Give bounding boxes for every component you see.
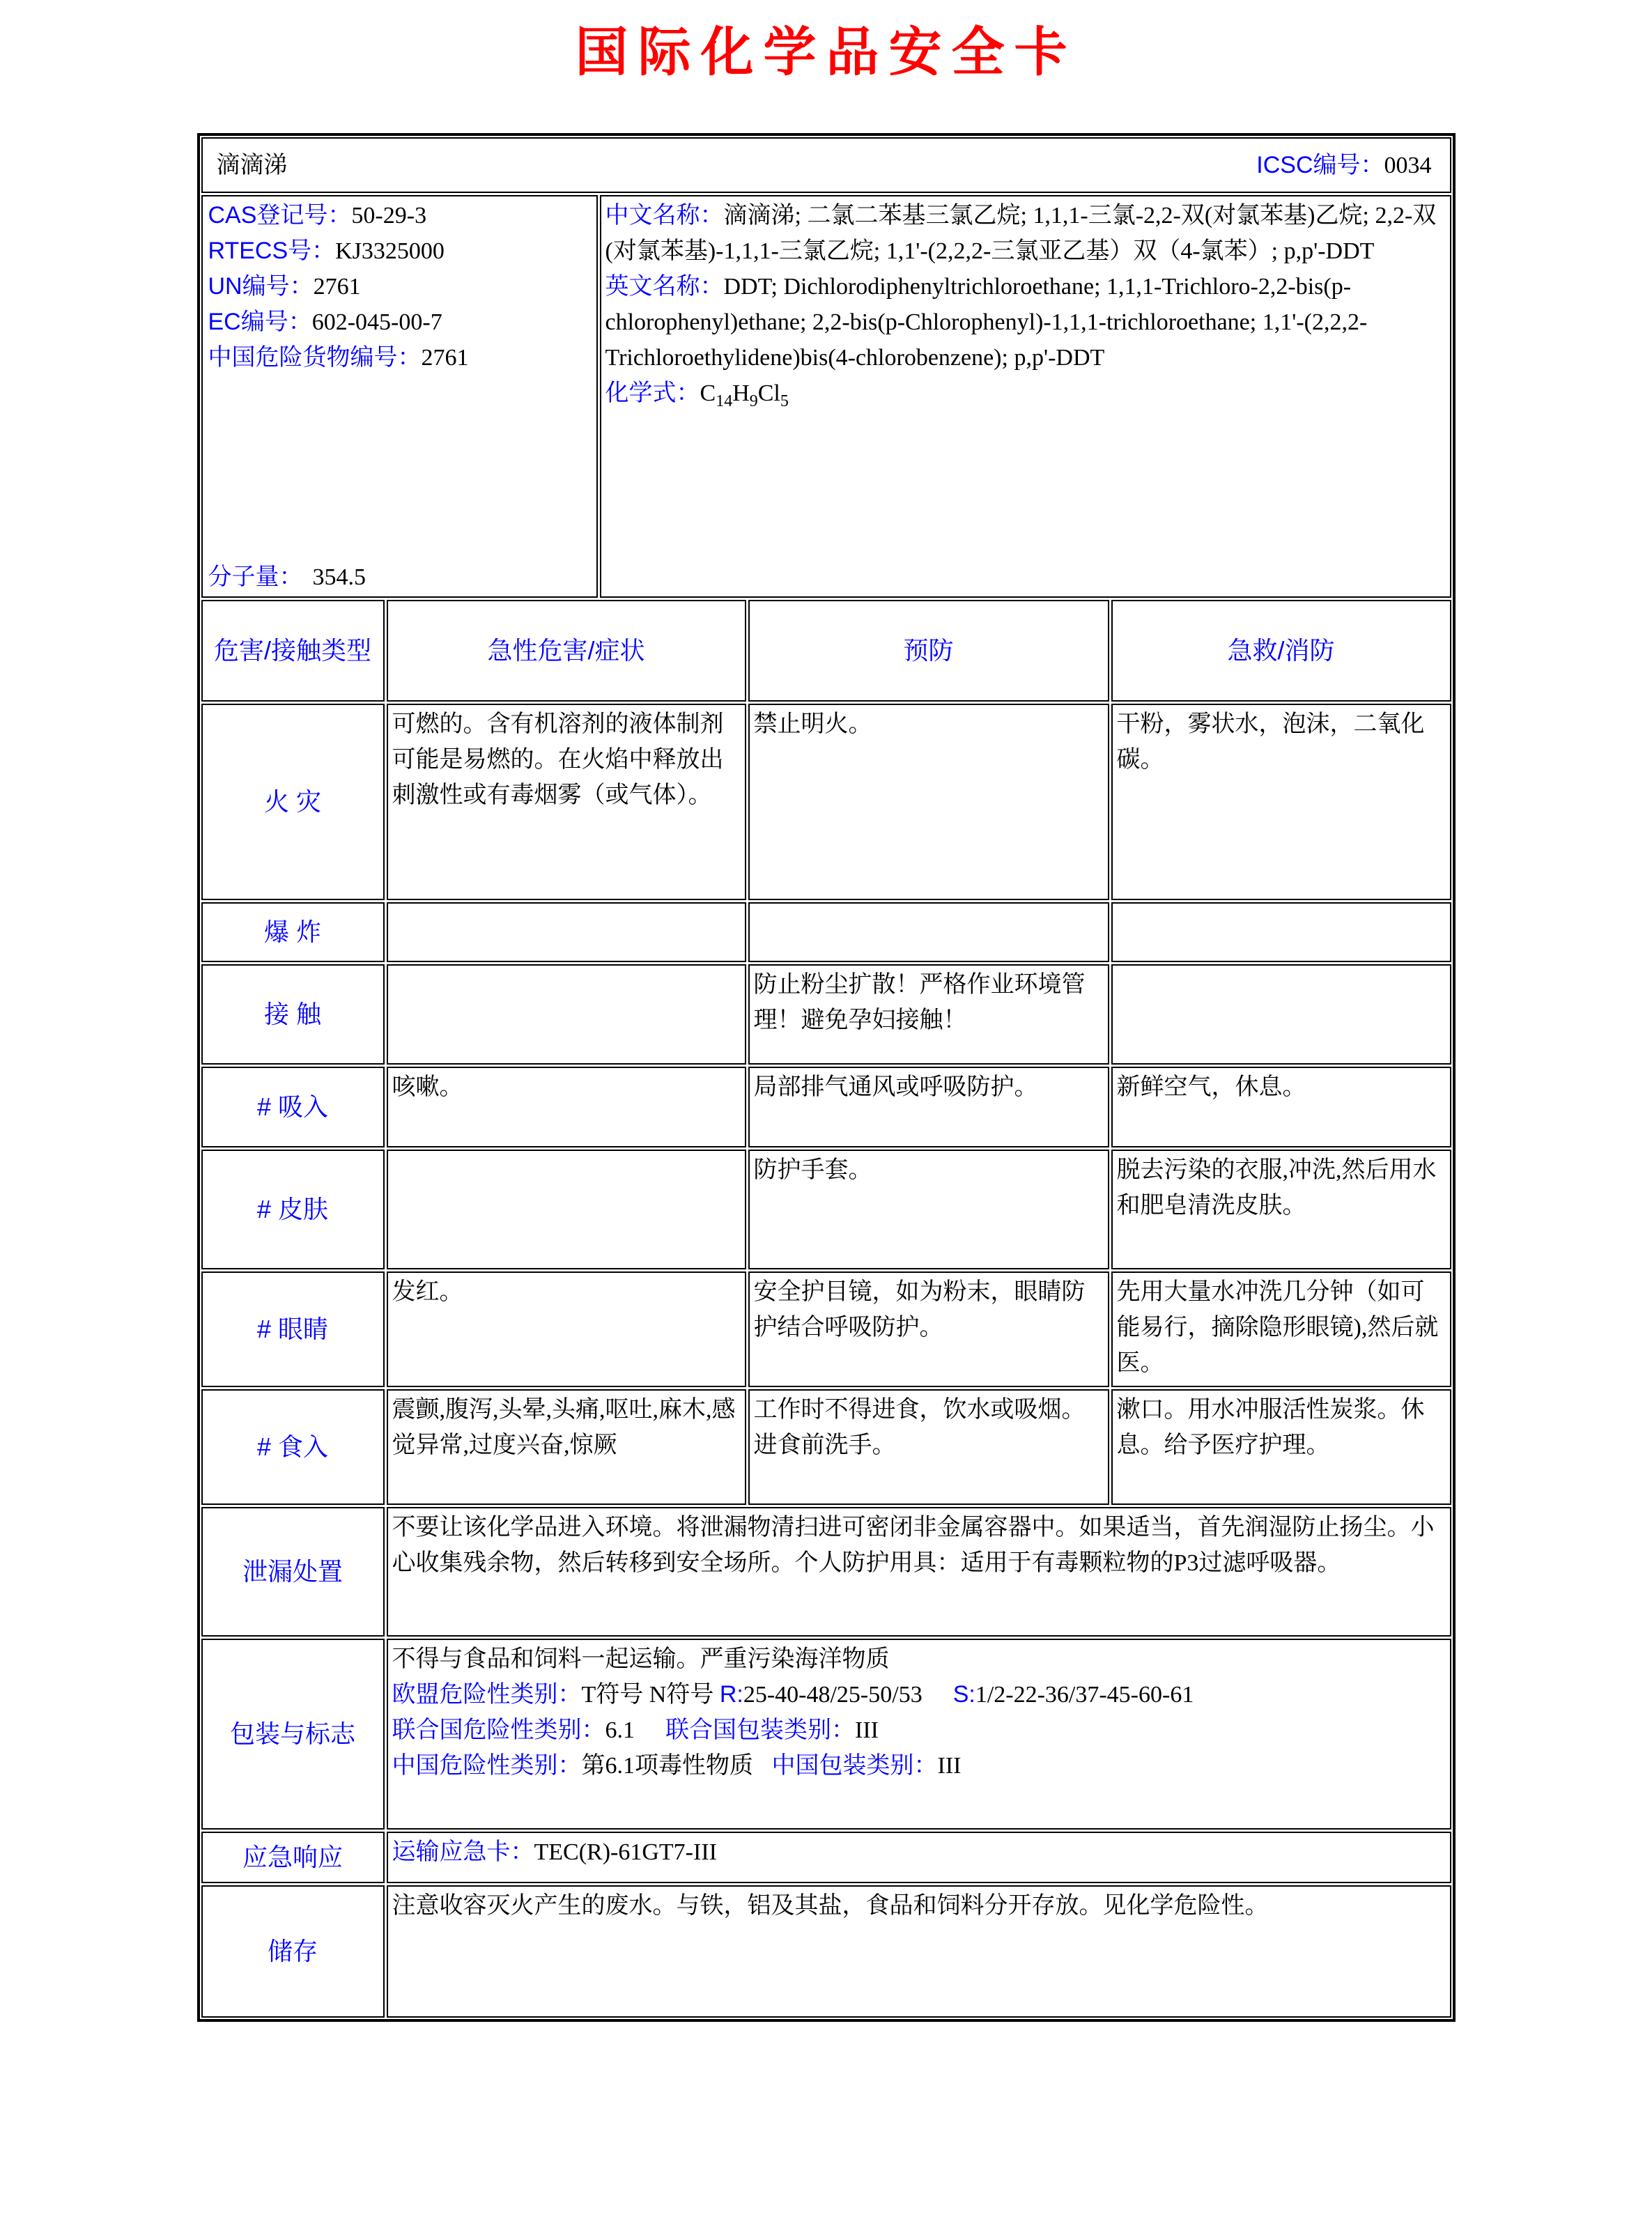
formula-c-sub: 14 <box>716 392 733 410</box>
row-label-explosion: 爆 炸 <box>201 902 385 962</box>
english-name-label: 英文名称： <box>605 273 724 300</box>
cn-hazard-class-label: 中国危险性类别： <box>392 1752 582 1779</box>
cn-dg-value: 2761 <box>421 345 469 371</box>
s-phrases-value: 1/2-22-36/37-45-60-61 <box>975 1682 1194 1708</box>
exposure-symptoms <box>387 964 746 1065</box>
english-name-block <box>605 269 1446 376</box>
un-hazard-class-value: 6.1 <box>605 1717 635 1743</box>
un-pack-group-value: III <box>855 1717 879 1743</box>
substance-header-row <box>201 137 1451 193</box>
row-label-inhalation: # 吸入 <box>201 1067 385 1147</box>
cn-pack-group-label: 中国包装类别： <box>771 1752 938 1779</box>
english-name-value: DDT; Dichlorodiphenyltrichloroethane; 1,1,1-Trichloro-2,2-bis(p-chlorophenyl)ethane; 2,2-bis(p-Chlorophenyl)-1,1,1-trichloroethane; 1,1'-(2,2,2-Trichloroethylidene)bis(4-chlorobenzene); p,p'-DDT <box>605 274 1368 371</box>
icsc-number-label: ICSC编号： <box>1256 151 1384 178</box>
eyes-response: 先用大量水冲洗几分钟（如可能易行，摘除隐形眼镜),然后就医。 <box>1111 1271 1451 1387</box>
header-acute-hazards: 急性危害/症状 <box>387 600 746 702</box>
icsc-grid <box>201 137 1451 2018</box>
rtecs-label: RTECS号： <box>208 238 336 264</box>
inhalation-prevention: 局部排气通风或呼吸防护。 <box>748 1067 1109 1147</box>
row-label-ingestion: # 食入 <box>201 1389 385 1505</box>
row-label-storage: 储存 <box>201 1885 385 2018</box>
chinese-name-label: 中文名称： <box>605 202 724 229</box>
eu-class-value: T符号 N符号 <box>581 1682 720 1708</box>
row-label-exposure: 接 触 <box>201 964 385 1065</box>
identifiers-cell <box>201 195 598 598</box>
header-hazard-type: 危害/接触类型 <box>201 600 385 702</box>
un-pack-group-label: 联合国包装类别： <box>665 1717 855 1743</box>
identifier-line-ec <box>208 304 592 340</box>
cn-hazard-class-value: 第6.1项毒性物质 <box>581 1753 759 1779</box>
r-phrases-label: R: <box>719 1681 743 1708</box>
icsc-number-group <box>1256 148 1431 183</box>
exposure-prevention: 防止粉尘扩散！严格作业环境管理！避免孕妇接触！ <box>748 964 1109 1065</box>
formula-value <box>700 380 789 410</box>
inhalation-response: 新鲜空气，休息。 <box>1111 1067 1451 1147</box>
eu-class-label: 欧盟危险性类别： <box>392 1681 582 1708</box>
packaging-line-cn <box>392 1748 1446 1784</box>
ec-value: 602-045-00-7 <box>311 309 442 335</box>
rtecs-value: KJ3325000 <box>335 238 445 264</box>
ingestion-response: 漱口。用水冲服活性炭浆。休息。给予医疗护理。 <box>1111 1389 1451 1505</box>
formula-h-sub: 9 <box>749 392 758 410</box>
skin-prevention: 防护手套。 <box>748 1150 1109 1269</box>
identifier-line-cn-dg <box>208 340 592 376</box>
row-label-eyes: # 眼睛 <box>201 1271 385 1387</box>
explosion-prevention <box>748 902 1109 962</box>
exposure-response <box>1111 964 1451 1065</box>
row-label-packaging: 包装与标志 <box>201 1639 385 1830</box>
formula-h: H <box>732 380 750 406</box>
identifier-line-rtecs <box>208 233 592 269</box>
packaging-line-eu <box>392 1677 1446 1712</box>
fire-symptoms: 可燃的。含有机溶剂的液体制剂可能是易燃的。在火焰中释放出刺激性或有毒烟雾（或气体）。 <box>387 704 746 900</box>
chinese-name-block <box>605 198 1446 269</box>
un-label: UN编号： <box>208 273 314 300</box>
packaging-line-transport: 不得与食品和饲料一起运输。严重污染海洋物质 <box>392 1646 890 1672</box>
names-cell <box>600 195 1451 598</box>
cas-label: CAS登记号： <box>208 202 352 229</box>
spill-text: 不要让该化学品进入环境。将泄漏物清扫进可密闭非金属容器中。如果适当，首先润湿防止扬尘。小心收集残余物，然后转移到安全场所。个人防护用具：适用于有毒颗粒物的P3过滤呼吸器。 <box>387 1507 1451 1637</box>
storage-text: 注意收容灭火产生的废水。与铁，铝及其盐，食品和饲料分开存放。见化学危险性。 <box>387 1885 1451 2018</box>
ingestion-prevention: 工作时不得进食，饮水或吸烟。进食前洗手。 <box>748 1389 1109 1505</box>
molecular-weight-line <box>208 559 592 595</box>
cn-pack-group-value: III <box>937 1753 962 1779</box>
transport-card-value: TEC(R)-61GT7-III <box>534 1839 717 1865</box>
ingestion-symptoms: 震颤,腹泻,头晕,头痛,呕吐,麻木,感觉异常,过度兴奋,惊厥 <box>387 1389 746 1505</box>
cas-value: 50-29-3 <box>351 203 427 229</box>
identifier-line-cas <box>208 198 592 233</box>
header-prevention: 预防 <box>748 600 1109 702</box>
emergency-cell <box>387 1832 1451 1883</box>
identifier-line-un <box>208 269 592 304</box>
molecular-weight-label: 分子量： <box>208 564 303 590</box>
r-phrases-value: 25-40-48/25-50/53 <box>743 1682 923 1708</box>
formula-label: 化学式： <box>605 380 700 406</box>
formula-cl-sub: 5 <box>780 392 789 410</box>
icsc-card <box>197 133 1456 2022</box>
explosion-response <box>1111 902 1451 962</box>
explosion-symptoms <box>387 902 746 962</box>
chinese-name-value: 滴滴涕; 二氯二苯基三氯乙烷; 1,1,1-三氯-2,2-双(对氯苯基)乙烷; 2,2-双(对氯苯基)-1,1,1-三氯乙烷; 1,1'-(2,2,2-三氯亚乙基）双（4-氯苯）; p,p'-DDT <box>605 203 1437 264</box>
formula-block <box>605 376 1446 414</box>
packaging-cell <box>387 1639 1451 1830</box>
molecular-weight-value: 354.5 <box>312 564 366 590</box>
eyes-symptoms: 发红。 <box>387 1271 746 1387</box>
un-hazard-class-label: 联合国危险性类别： <box>392 1717 605 1743</box>
formula-c: C <box>700 380 716 406</box>
fire-response: 干粉，雾状水，泡沫，二氧化碳。 <box>1111 704 1451 900</box>
inhalation-symptoms: 咳嗽。 <box>387 1067 746 1147</box>
formula-cl: Cl <box>757 380 780 406</box>
un-value: 2761 <box>313 274 361 300</box>
cn-dg-label: 中国危险货物编号： <box>208 344 422 371</box>
eyes-prevention: 安全护目镜，如为粉末，眼睛防护结合呼吸防护。 <box>748 1271 1109 1387</box>
row-label-skin: # 皮肤 <box>201 1150 385 1269</box>
icsc-number-value: 0034 <box>1384 152 1432 178</box>
s-phrases-label: S: <box>952 1681 975 1708</box>
skin-response: 脱去污染的衣服,冲洗,然后用水和肥皂清洗皮肤。 <box>1111 1150 1451 1269</box>
row-label-emergency: 应急响应 <box>201 1832 385 1883</box>
header-first-aid: 急救/消防 <box>1111 600 1451 702</box>
fire-prevention: 禁止明火。 <box>748 704 1109 900</box>
ec-label: EC编号： <box>208 309 312 335</box>
transport-card-label: 运输应急卡： <box>392 1839 534 1865</box>
row-label-fire: 火 灾 <box>201 704 385 900</box>
page-title: 国际化学品安全卡 <box>575 23 1077 82</box>
row-label-spill: 泄漏处置 <box>201 1507 385 1637</box>
skin-symptoms <box>387 1150 746 1269</box>
substance-name: 滴滴涕 <box>216 152 288 178</box>
packaging-line-un <box>392 1712 1446 1748</box>
